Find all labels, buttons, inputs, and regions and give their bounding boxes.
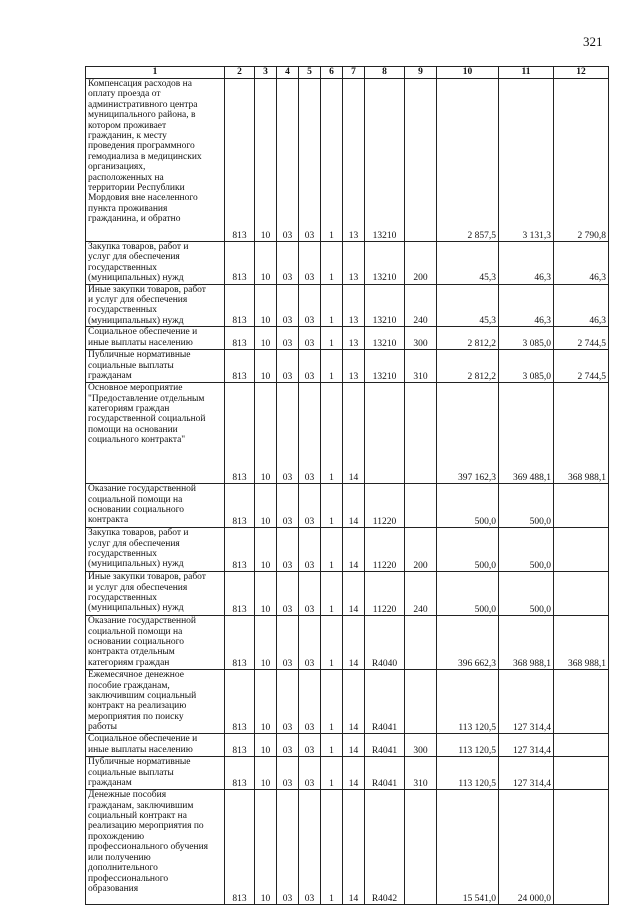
row-name: Денежные пособия гражданам, заключившим социальный контракт на реализацию мероприятия по прохождению профессионального обучения или получению дополнительного профессионального образования — [86, 790, 225, 905]
section-code: 10 — [255, 572, 277, 616]
amount-col-10: 2 812,2 — [437, 350, 499, 383]
amount-col-11: 500,0 — [499, 528, 554, 572]
amount-col-10: 397 162,3 — [437, 383, 499, 484]
expense-type-code: 310 — [405, 757, 437, 790]
event-code: 14 — [343, 572, 365, 616]
section-code: 10 — [255, 670, 277, 734]
table-row — [86, 242, 609, 285]
amount-col-12 — [554, 528, 609, 572]
subprogram-code: 1 — [321, 327, 343, 350]
subsection-code: 03 — [277, 79, 299, 242]
amount-col-10: 2 857,5 — [437, 79, 499, 242]
table-row — [86, 670, 609, 734]
admin-code: 813 — [225, 79, 255, 242]
section-code: 10 — [255, 734, 277, 757]
section-code: 10 — [255, 383, 277, 484]
section-code: 10 — [255, 484, 277, 528]
subprogram-code: 1 — [321, 572, 343, 616]
direction-code: 11220 — [365, 572, 405, 616]
amount-col-11: 46,3 — [499, 284, 554, 327]
section-code: 10 — [255, 757, 277, 790]
expense-type-code — [405, 616, 437, 670]
program-code: 03 — [299, 484, 321, 528]
row-name: Оказание государственной социальной помощи на основании социального контракта отдельным категориям граждан — [86, 616, 225, 670]
subsection-code: 03 — [277, 350, 299, 383]
program-code: 03 — [299, 284, 321, 327]
subsection-code: 03 — [277, 528, 299, 572]
amount-col-10: 113 120,5 — [437, 734, 499, 757]
amount-col-11: 3 131,3 — [499, 79, 554, 242]
expense-type-code: 300 — [405, 734, 437, 757]
table-row — [86, 616, 609, 670]
expense-type-code: 240 — [405, 284, 437, 327]
subprogram-code: 1 — [321, 528, 343, 572]
table-row — [86, 734, 609, 757]
subprogram-code: 1 — [321, 350, 343, 383]
admin-code: 813 — [225, 572, 255, 616]
row-name: Иные закупки товаров, работ и услуг для обеспечения государственных (муниципальных) нужд — [86, 284, 225, 327]
amount-col-10: 45,3 — [437, 242, 499, 285]
amount-col-10: 15 541,0 — [437, 790, 499, 905]
direction-code: 13210 — [365, 79, 405, 242]
event-code: 14 — [343, 484, 365, 528]
header-col-section: 3 — [255, 67, 277, 79]
subsection-code: 03 — [277, 242, 299, 285]
table-row — [86, 383, 609, 484]
header-col-subsection: 4 — [277, 67, 299, 79]
event-code: 14 — [343, 790, 365, 905]
row-name: Оказание государственной социальной помощи на основании социального контракта — [86, 484, 225, 528]
amount-col-12: 368 988,1 — [554, 383, 609, 484]
subsection-code: 03 — [277, 484, 299, 528]
program-code: 03 — [299, 790, 321, 905]
expense-type-code: 200 — [405, 242, 437, 285]
amount-col-12 — [554, 572, 609, 616]
row-name: Социальное обеспечение и иные выплаты населению — [86, 734, 225, 757]
header-col-name: 1 — [86, 67, 225, 79]
expense-type-code — [405, 790, 437, 905]
header-col-year-2023: 11 — [499, 67, 554, 79]
subsection-code: 03 — [277, 572, 299, 616]
row-name: Основное мероприятие "Предоставление отдельным категориям граждан государственной социальной помощи на основании социального контракта" — [86, 383, 225, 484]
subprogram-code: 1 — [321, 616, 343, 670]
amount-col-12 — [554, 790, 609, 905]
amount-col-12 — [554, 670, 609, 734]
program-code: 03 — [299, 528, 321, 572]
program-code: 03 — [299, 383, 321, 484]
row-name: Ежемесячное денежное пособие гражданам, заключившим социальный контракт на реализацию мероприятия по поиску работы — [86, 670, 225, 734]
expense-type-code — [405, 670, 437, 734]
budget-table — [85, 66, 609, 905]
amount-col-12: 2 744,5 — [554, 350, 609, 383]
row-name: Закупка товаров, работ и услуг для обеспечения государственных (муниципальных) нужд — [86, 528, 225, 572]
direction-code: R4041 — [365, 757, 405, 790]
amount-col-10: 500,0 — [437, 484, 499, 528]
subprogram-code: 1 — [321, 670, 343, 734]
program-code: 03 — [299, 242, 321, 285]
table-row — [86, 757, 609, 790]
header-col-event: 7 — [343, 67, 365, 79]
expense-type-code: 240 — [405, 572, 437, 616]
program-code: 03 — [299, 350, 321, 383]
expense-type-code — [405, 79, 437, 242]
row-name: Публичные нормативные социальные выплаты гражданам — [86, 350, 225, 383]
table-row — [86, 790, 609, 905]
section-code: 10 — [255, 79, 277, 242]
amount-col-10: 500,0 — [437, 528, 499, 572]
direction-code: R4042 — [365, 790, 405, 905]
section-code: 10 — [255, 528, 277, 572]
admin-code: 813 — [225, 350, 255, 383]
expense-type-code: 300 — [405, 327, 437, 350]
subsection-code: 03 — [277, 734, 299, 757]
amount-col-12 — [554, 734, 609, 757]
event-code: 13 — [343, 350, 365, 383]
event-code: 14 — [343, 528, 365, 572]
program-code: 03 — [299, 734, 321, 757]
header-col-subprogram: 6 — [321, 67, 343, 79]
direction-code — [365, 383, 405, 484]
admin-code: 813 — [225, 242, 255, 285]
amount-col-10: 113 120,5 — [437, 670, 499, 734]
table-row — [86, 528, 609, 572]
direction-code: R4041 — [365, 734, 405, 757]
header-col-admin: 2 — [225, 67, 255, 79]
expense-type-code: 310 — [405, 350, 437, 383]
amount-col-11: 369 488,1 — [499, 383, 554, 484]
subprogram-code: 1 — [321, 383, 343, 484]
amount-col-10: 396 662,3 — [437, 616, 499, 670]
admin-code: 813 — [225, 284, 255, 327]
subsection-code: 03 — [277, 327, 299, 350]
table-header — [86, 67, 609, 79]
expense-type-code — [405, 383, 437, 484]
direction-code: 13210 — [365, 242, 405, 285]
table-row — [86, 284, 609, 327]
header-col-direction: 8 — [365, 67, 405, 79]
admin-code: 813 — [225, 528, 255, 572]
subsection-code: 03 — [277, 383, 299, 484]
direction-code: 11220 — [365, 484, 405, 528]
table-row — [86, 484, 609, 528]
row-name: Компенсация расходов на оплату проезда от административного центра муниципального района, в котором проживает гражданин, к месту проведения программного гемодиализа в медицинских организациях, расположенных на территории Республики Мордовия вне населенного пункта проживания гражданина, и обратно — [86, 79, 225, 242]
admin-code: 813 — [225, 790, 255, 905]
amount-col-10: 2 812,2 — [437, 327, 499, 350]
subprogram-code: 1 — [321, 79, 343, 242]
event-code: 13 — [343, 284, 365, 327]
table-row — [86, 327, 609, 350]
event-code: 13 — [343, 327, 365, 350]
amount-col-11: 500,0 — [499, 572, 554, 616]
subsection-code: 03 — [277, 616, 299, 670]
subsection-code: 03 — [277, 790, 299, 905]
page-number: 321 — [583, 34, 603, 49]
amount-col-11: 127 314,4 — [499, 757, 554, 790]
amount-col-12: 46,3 — [554, 284, 609, 327]
amount-col-11: 3 085,0 — [499, 327, 554, 350]
amount-col-10: 113 120,5 — [437, 757, 499, 790]
event-code: 14 — [343, 734, 365, 757]
event-code: 13 — [343, 242, 365, 285]
amount-col-11: 500,0 — [499, 484, 554, 528]
amount-col-11: 46,3 — [499, 242, 554, 285]
table-row — [86, 572, 609, 616]
section-code: 10 — [255, 327, 277, 350]
header-row — [86, 67, 609, 79]
amount-col-12: 46,3 — [554, 242, 609, 285]
amount-col-11: 368 988,1 — [499, 616, 554, 670]
admin-code: 813 — [225, 734, 255, 757]
row-name: Иные закупки товаров, работ и услуг для обеспечения государственных (муниципальных) нужд — [86, 572, 225, 616]
subsection-code: 03 — [277, 284, 299, 327]
header-col-program: 5 — [299, 67, 321, 79]
direction-code: R4041 — [365, 670, 405, 734]
header-col-expense-type: 9 — [405, 67, 437, 79]
admin-code: 813 — [225, 616, 255, 670]
subsection-code: 03 — [277, 670, 299, 734]
amount-col-12: 2 744,5 — [554, 327, 609, 350]
admin-code: 813 — [225, 757, 255, 790]
direction-code: R4040 — [365, 616, 405, 670]
section-code: 10 — [255, 616, 277, 670]
event-code: 13 — [343, 79, 365, 242]
admin-code: 813 — [225, 383, 255, 484]
event-code: 14 — [343, 383, 365, 484]
section-code: 10 — [255, 350, 277, 383]
subprogram-code: 1 — [321, 790, 343, 905]
amount-col-12 — [554, 757, 609, 790]
program-code: 03 — [299, 616, 321, 670]
direction-code: 13210 — [365, 284, 405, 327]
amount-col-12: 368 988,1 — [554, 616, 609, 670]
subprogram-code: 1 — [321, 757, 343, 790]
event-code: 14 — [343, 616, 365, 670]
amount-col-11: 24 000,0 — [499, 790, 554, 905]
section-code: 10 — [255, 242, 277, 285]
table-row — [86, 350, 609, 383]
amount-col-11: 127 314,4 — [499, 670, 554, 734]
direction-code: 13210 — [365, 350, 405, 383]
program-code: 03 — [299, 670, 321, 734]
expense-type-code: 200 — [405, 528, 437, 572]
admin-code: 813 — [225, 670, 255, 734]
amount-col-10: 500,0 — [437, 572, 499, 616]
row-name: Социальное обеспечение и иные выплаты населению — [86, 327, 225, 350]
table-row — [86, 79, 609, 242]
subprogram-code: 1 — [321, 484, 343, 528]
section-code: 10 — [255, 284, 277, 327]
amount-col-10: 45,3 — [437, 284, 499, 327]
amount-col-12 — [554, 484, 609, 528]
amount-col-12: 2 790,8 — [554, 79, 609, 242]
amount-col-11: 127 314,4 — [499, 734, 554, 757]
subprogram-code: 1 — [321, 242, 343, 285]
direction-code: 13210 — [365, 327, 405, 350]
admin-code: 813 — [225, 484, 255, 528]
header-col-year-2024: 12 — [554, 67, 609, 79]
event-code: 14 — [343, 670, 365, 734]
direction-code: 11220 — [365, 528, 405, 572]
program-code: 03 — [299, 79, 321, 242]
program-code: 03 — [299, 327, 321, 350]
expense-type-code — [405, 484, 437, 528]
subprogram-code: 1 — [321, 734, 343, 757]
row-name: Публичные нормативные социальные выплаты гражданам — [86, 757, 225, 790]
admin-code: 813 — [225, 327, 255, 350]
program-code: 03 — [299, 757, 321, 790]
subsection-code: 03 — [277, 757, 299, 790]
section-code: 10 — [255, 790, 277, 905]
row-name: Закупка товаров, работ и услуг для обеспечения государственных (муниципальных) нужд — [86, 242, 225, 285]
amount-col-11: 3 085,0 — [499, 350, 554, 383]
table-body — [86, 79, 609, 905]
subprogram-code: 1 — [321, 284, 343, 327]
event-code: 14 — [343, 757, 365, 790]
program-code: 03 — [299, 572, 321, 616]
header-col-year-2022: 10 — [437, 67, 499, 79]
